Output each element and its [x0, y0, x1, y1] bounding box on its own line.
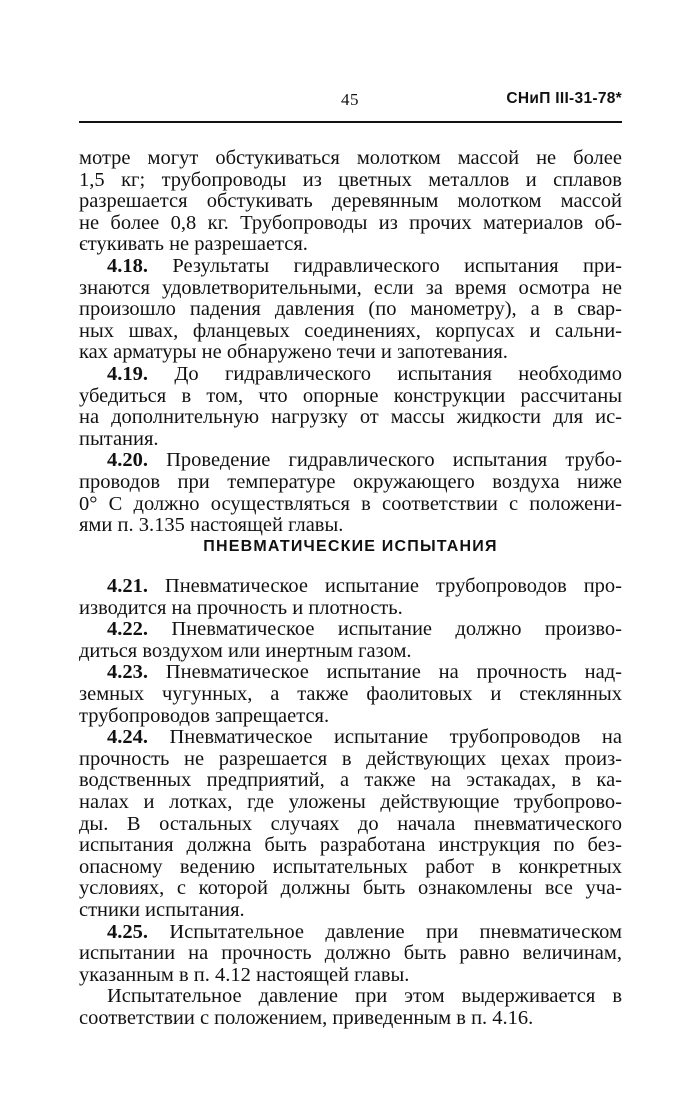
document-code: СНиП III-31-78* [506, 90, 622, 107]
text-line: налах и лотках, где уложены действующие трубопрово- [79, 791, 622, 813]
clause-text: Пневматическое испытание трубопроводов про- [164, 576, 622, 597]
text-line: земных чугунных, а также фаолитовых и стеклянных [79, 683, 622, 705]
text-line: мотре могут обстукиваться молотком массой не более [79, 148, 622, 169]
paragraph-final [79, 986, 622, 1029]
text-line: произошло падения давления (по манометру), а в свар- [79, 299, 622, 321]
clause-number: 4.24. [107, 727, 148, 749]
clause-number: 4.20. [107, 450, 148, 472]
text-line [79, 364, 622, 386]
text-line: проводов при температуре окружающего воздуха ниже [79, 471, 622, 493]
text-line: на дополнительную нагрузку от массы жидкости для ис- [79, 407, 622, 429]
clause-number: 4.25. [107, 921, 148, 943]
paragraph-4-24 [79, 727, 622, 921]
clause-text: Пневматическое испытание должно произво- [171, 619, 622, 641]
text-line: єтукивать не разрешается. [79, 234, 308, 256]
paragraph-4-25 [79, 922, 622, 987]
text-line: опасному ведению испытательных работ в конкретных [79, 856, 622, 878]
text-line [79, 256, 622, 278]
text-line: указанным в п. 4.12 настоящей главы. [79, 964, 410, 986]
body-text-lower [79, 576, 622, 1029]
text-line: соответствии с положением, приведенным в п. 4.16. [79, 1007, 534, 1029]
text-line: Испытательное давление при этом выдерживается в [107, 986, 622, 1008]
paragraph-4-22 [79, 619, 622, 662]
clause-text: Испытательное давление при пневматическом [169, 921, 622, 943]
text-line [79, 576, 622, 598]
text-line [79, 662, 622, 684]
paragraph-4-23 [79, 662, 622, 727]
text-line: ями п. 3.135 настоящей главы. [79, 515, 344, 537]
clause-text: Проведение гидравлического испытания трубо- [166, 450, 622, 472]
text-line: 0° С должно осуществляться в соответствии с положени- [79, 493, 622, 515]
text-line: стники испытания. [79, 899, 245, 921]
text-line: испытании на прочность должно быть равно величинам, [79, 943, 622, 965]
page-header [79, 90, 622, 116]
clause-number: 4.18. [107, 255, 148, 277]
page-number: 45 [341, 90, 359, 109]
text-line: ках арматуры не обнаружено течи и запотевания. [79, 342, 508, 364]
header-divider [79, 121, 622, 123]
text-line: знаются удовлетворительными, если за время осмотра не [79, 277, 622, 299]
paragraph-4-18 [79, 256, 622, 364]
text-line [79, 922, 622, 944]
text-line: убедиться в том, что опорные конструкции рассчитаны [79, 385, 622, 407]
paragraph-continuation [79, 148, 622, 256]
text-line: ды. В остальных случаях до начала пневматического [79, 813, 622, 835]
text-line [79, 619, 622, 641]
clause-number: 4.19. [107, 363, 148, 385]
text-line: условиях, с которой должны быть ознакомлены все уча- [79, 878, 622, 900]
clause-text: Пневматическое испытание трубопроводов на [169, 727, 622, 749]
clause-number: 4.22. [107, 619, 148, 641]
clause-number: 4.23. [107, 662, 148, 684]
clause-text: Пневматическое испытание на прочность над- [165, 662, 622, 684]
paragraph-4-21 [79, 576, 622, 619]
paragraph-4-20 [79, 450, 622, 536]
text-line: прочность не разрешается в действующих цехах произ- [79, 748, 622, 770]
clause-text: До гидравлического испытания необходимо [174, 363, 622, 385]
clause-text: Результаты гидравлического испытания при- [172, 255, 622, 277]
body-text-upper [79, 148, 622, 537]
clause-number: 4.21. [107, 576, 148, 597]
text-line: пытания. [79, 428, 159, 450]
text-line: диться воздухом или инертным газом. [79, 640, 412, 662]
text-line: не более 0,8 кг. Трубопроводы из прочих материалов об- [79, 212, 622, 234]
text-line: трубопроводов запрещается. [79, 705, 330, 727]
text-line: ных швах, фланцевых соединениях, корпусах и сальни- [79, 320, 622, 342]
text-line: испытания должна быть разработана инструкция по без- [79, 835, 622, 857]
text-line: 1,5 кг; трубопроводы из цветных металлов и сплавов [79, 169, 622, 191]
text-line: водственных предприятий, а также на эстакадах, в ка- [79, 770, 622, 792]
text-line: изводится на прочность и плотность. [79, 597, 403, 619]
paragraph-4-19 [79, 364, 622, 450]
section-heading: ПНЕВМАТИЧЕСКИЕ ИСПЫТАНИЯ [203, 538, 498, 555]
text-line [79, 727, 622, 749]
text-line [79, 450, 622, 472]
text-line: разрешается обстукивать деревянным молотком массой [79, 191, 622, 213]
